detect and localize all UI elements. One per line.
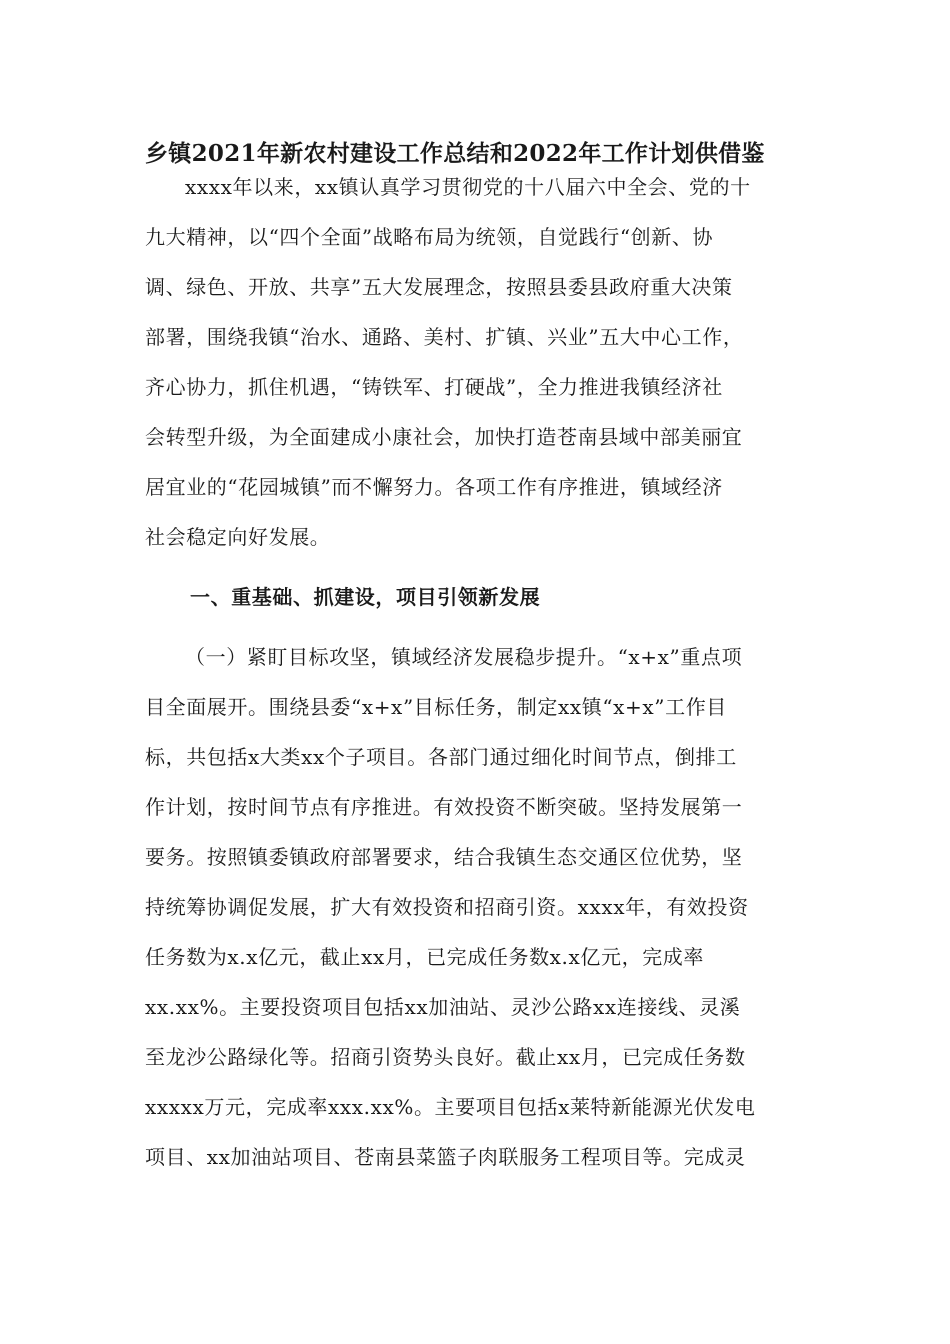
- body-line: xxxxx万元，完成率xxx.xx%。主要项目包括x莱特新能源光伏发电: [145, 1095, 756, 1119]
- section-heading: 一、重基础、抓建设，项目引领新发展: [190, 585, 541, 609]
- intro-line: 齐心协力，抓住机遇，“铸铁军、打硬战”，全力推进我镇经济社: [145, 375, 723, 399]
- body-line: 持统筹协调促发展，扩大有效投资和招商引资。xxxx年，有效投资: [145, 895, 749, 919]
- document-title: 乡镇2021年新农村建设工作总结和2022年工作计划供借鉴: [145, 140, 765, 167]
- body-line: xx.xx%。主要投资项目包括xx加油站、灵沙公路xx连接线、灵溪: [145, 995, 741, 1019]
- body-line: 要务。按照镇委镇政府部署要求，结合我镇生态交通区位优势，坚: [145, 845, 743, 869]
- intro-line: xxxx年以来，xx镇认真学习贯彻党的十八届六中全会、党的十: [185, 175, 751, 199]
- body-line: 目全面展开。围绕县委“x+x”目标任务，制定xx镇“x+x”工作目: [145, 695, 727, 719]
- intro-line: 部署，围绕我镇“治水、通路、美村、扩镇、兴业”五大中心工作，: [145, 325, 744, 349]
- body-line: 项目、xx加油站项目、苍南县菜篮子肉联服务工程项目等。完成灵: [145, 1145, 746, 1169]
- intro-line: 居宜业的“花园城镇”而不懈努力。各项工作有序推进，镇域经济: [145, 475, 723, 499]
- intro-line: 调、绿色、开放、共享”五大发展理念，按照县委县政府重大决策: [145, 275, 733, 299]
- body-line: 至龙沙公路绿化等。招商引资势头良好。截止xx月，已完成任务数: [145, 1045, 746, 1069]
- body-line: 作计划，按时间节点有序推进。有效投资不断突破。坚持发展第一: [145, 795, 743, 819]
- intro-line: 会转型升级，为全面建成小康社会，加快打造苍南县域中部美丽宜: [145, 425, 743, 449]
- body-line: 任务数为x.x亿元，截止xx月，已完成任务数x.x亿元，完成率: [145, 945, 704, 969]
- body-line: 标，共包括x大类xx个子项目。各部门通过细化时间节点，倒排工: [145, 745, 737, 769]
- intro-line: 社会稳定向好发展。: [145, 525, 331, 549]
- intro-line: 九大精神，以“四个全面”战略布局为统领，自觉践行“创新、协: [145, 225, 714, 249]
- body-line: （一）紧盯目标攻坚，镇域经济发展稳步提升。“x+x”重点项: [185, 645, 743, 669]
